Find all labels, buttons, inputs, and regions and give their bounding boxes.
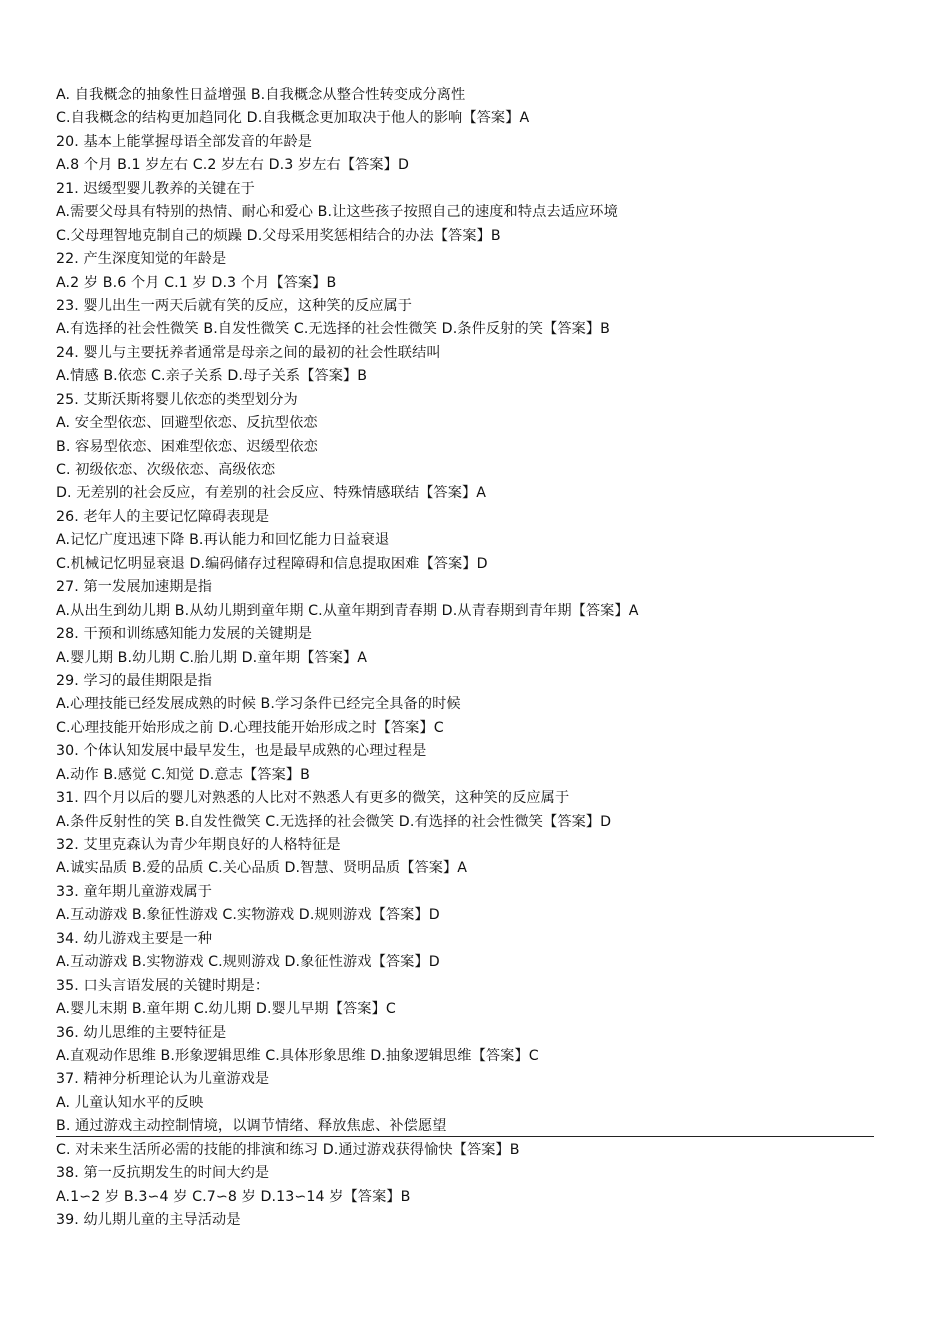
text-line: A.诚实品质 B.爱的品质 C.关心品质 D.智慧、贤明品质【答案】A bbox=[56, 860, 468, 877]
text-line: A. 儿童认知水平的反映 bbox=[56, 1094, 204, 1111]
text-line: C.心理技能开始形成之前 D.心理技能开始形成之时【答案】C bbox=[56, 719, 444, 736]
text-line: A. 安全型依恋、回避型依恋、反抗型依恋 bbox=[56, 415, 318, 432]
text-line: A.条件反射性的笑 B.自发性微笑 C.无选择的社会微笑 D.有选择的社会性微笑【答案】D bbox=[56, 813, 612, 830]
text-line: 39. 幼儿期儿童的主导活动是 bbox=[56, 1212, 241, 1228]
text-line: A.8 个月 B.1 岁左右 C.2 岁左右 D.3 岁左右【答案】D bbox=[56, 157, 409, 174]
text-line: C. 对未来生活所必需的技能的排演和练习 D.通过游戏获得愉快【答案】B bbox=[56, 1141, 520, 1158]
text-line: 24. 婴儿与主要抚养者通常是母亲之间的最初的社会性联结叫 bbox=[56, 344, 441, 361]
text-line: A.婴儿期 B.幼儿期 C.胎儿期 D.童年期【答案】A bbox=[56, 649, 368, 666]
text-line: 23. 婴儿出生一两天后就有笑的反应，这种笑的反应属于 bbox=[56, 297, 413, 314]
text-line: A.情感 B.依恋 C.亲子关系 D.母子关系【答案】B bbox=[56, 368, 368, 385]
text-line: 20. 基本上能掌握母语全部发音的年龄是 bbox=[56, 133, 313, 150]
text-line: A.动作 B.感觉 C.知觉 D.意志【答案】B bbox=[56, 766, 310, 783]
text-line: 25. 艾斯沃斯将婴儿依恋的类型划分为 bbox=[56, 391, 298, 408]
text-line: 33. 童年期儿童游戏属于 bbox=[56, 883, 213, 900]
text-line: A.直观动作思维 B.形象逻辑思维 C.具体形象思维 D.抽象逻辑思维【答案】C bbox=[56, 1047, 539, 1064]
text-line: C.自我概念的结构更加趋同化 D.自我概念更加取决于他人的影响【答案】A bbox=[56, 110, 530, 127]
text-line: C.父母理智地克制自己的烦躁 D.父母采用奖惩相结合的办法【答案】B bbox=[56, 227, 501, 244]
text-line: 37. 精神分析理论认为儿童游戏是 bbox=[56, 1071, 270, 1088]
text-line: 34. 幼儿游戏主要是一种 bbox=[56, 930, 213, 947]
text-line: A.心理技能已经发展成熟的时候 B.学习条件已经完全具备的时候 bbox=[56, 696, 461, 713]
text-line: A.互动游戏 B.实物游戏 C.规则游戏 D.象征性游戏【答案】D bbox=[56, 954, 440, 971]
text-line: A.从出生到幼儿期 B.从幼儿期到童年期 C.从童年期到青春期 D.从青春期到青年期【答案】A bbox=[56, 602, 639, 619]
question-text-block bbox=[56, 84, 876, 1232]
text-line: A.记忆广度迅速下降 B.再认能力和回忆能力日益衰退 bbox=[56, 532, 390, 549]
text-line: 38. 第一反抗期发生的时间大约是 bbox=[56, 1165, 270, 1182]
horizontal-divider bbox=[56, 1136, 874, 1137]
text-line: 26. 老年人的主要记忆障碍表现是 bbox=[56, 508, 270, 525]
text-line: 29. 学习的最佳期限是指 bbox=[56, 672, 213, 689]
text-line: A.2 岁 B.6 个月 C.1 岁 D.3 个月【答案】B bbox=[56, 274, 337, 291]
text-line: 36. 幼儿思维的主要特征是 bbox=[56, 1024, 227, 1041]
text-line: B. 通过游戏主动控制情境，以调节情绪、释放焦虑、补偿愿望 bbox=[56, 1118, 447, 1135]
text-line: 35. 口头言语发展的关键时期是： bbox=[56, 977, 270, 994]
text-line: B. 容易型依恋、困难型依恋、迟缓型依恋 bbox=[56, 438, 318, 455]
text-line: C.机械记忆明显衰退 D.编码储存过程障碍和信息提取困难【答案】D bbox=[56, 555, 488, 572]
text-line: A. 自我概念的抽象性日益增强 B.自我概念从整合性转变成分离性 bbox=[56, 87, 466, 103]
text-line: 32. 艾里克森认为青少年期良好的人格特征是 bbox=[56, 837, 341, 853]
text-line: A.需要父母具有特别的热情、耐心和爱心 B.让这些孩子按照自己的速度和特点去适应环境 bbox=[56, 204, 618, 221]
text-line: A.1∽2 岁 B.3∽4 岁 C.7∽8 岁 D.13∽14 岁【答案】B bbox=[56, 1188, 411, 1205]
text-line: 30. 个体认知发展中最早发生，也是最早成熟的心理过程是 bbox=[56, 743, 427, 760]
text-line: C. 初级依恋、次级依恋、高级依恋 bbox=[56, 462, 276, 478]
text-line: 22. 产生深度知觉的年龄是 bbox=[56, 251, 227, 268]
text-line: A.互动游戏 B.象征性游戏 C.实物游戏 D.规则游戏【答案】D bbox=[56, 907, 440, 924]
text-line: A.婴儿末期 B.童年期 C.幼儿期 D.婴儿早期【答案】C bbox=[56, 1001, 396, 1018]
text-line: D. 无差别的社会反应，有差别的社会反应、特殊情感联结【答案】A bbox=[56, 485, 487, 502]
text-line: 27. 第一发展加速期是指 bbox=[56, 579, 213, 596]
text-line: 31. 四个月以后的婴儿对熟悉的人比对不熟悉人有更多的微笑，这种笑的反应属于 bbox=[56, 790, 570, 807]
text-line: 21. 迟缓型婴儿教养的关键在于 bbox=[56, 180, 255, 197]
text-line: A.有选择的社会性微笑 B.自发性微笑 C.无选择的社会性微笑 D.条件反射的笑【答案】B bbox=[56, 321, 611, 338]
text-line: 28. 干预和训练感知能力发展的关键期是 bbox=[56, 626, 313, 643]
